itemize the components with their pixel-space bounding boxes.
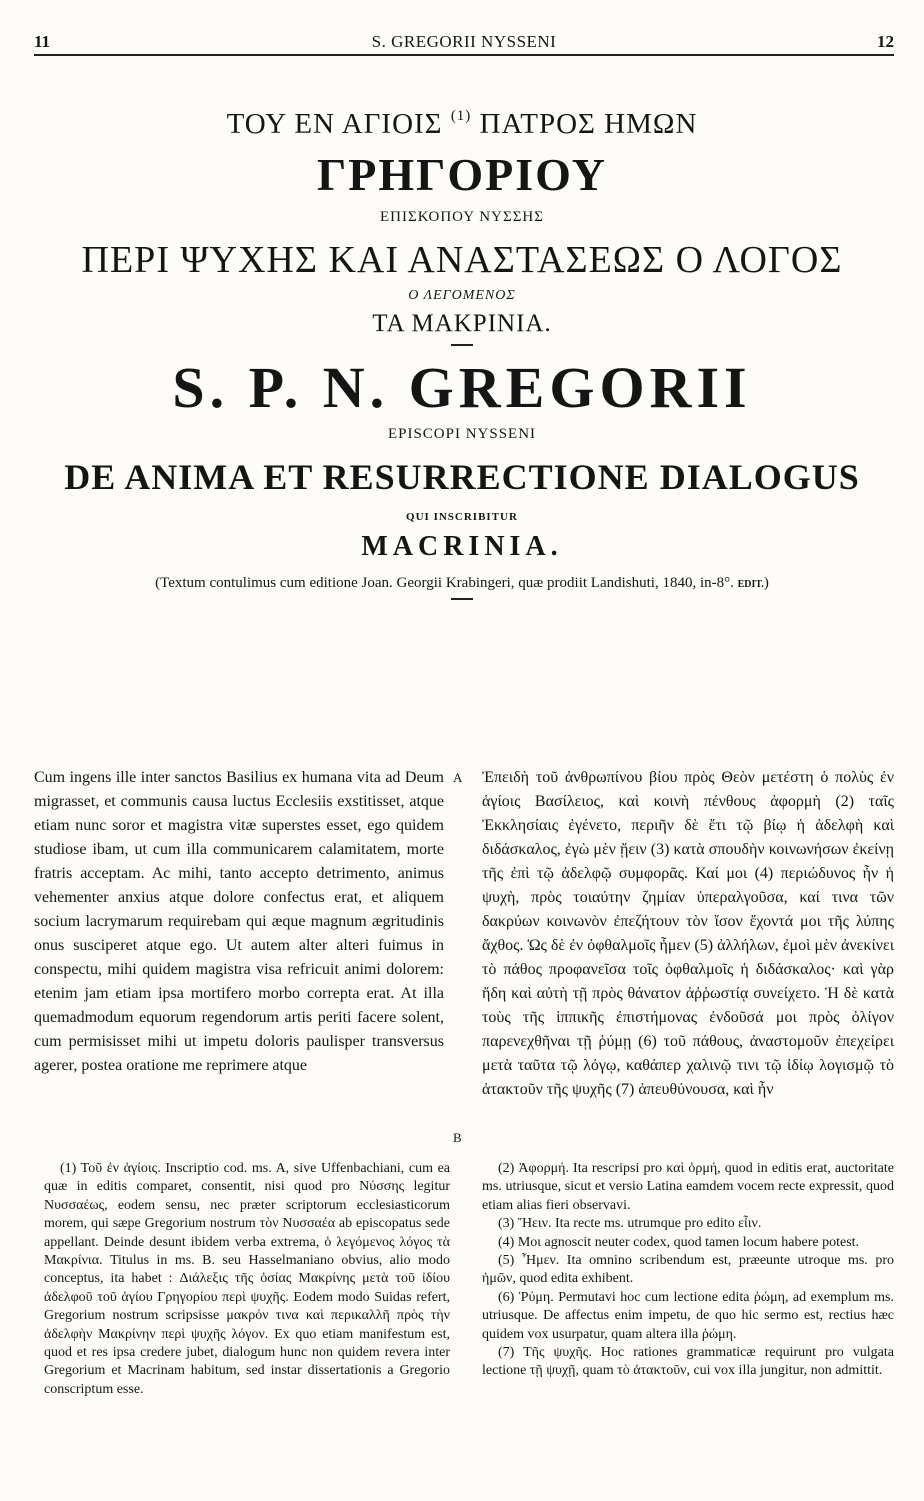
edition-note: [0, 575, 924, 592]
footnote: (5) Ἦμεν. Ita omnino scribendum est, præeunte utroque ms. pro ἡμῶν, quod edita exhibent.: [482, 1253, 894, 1287]
footnotes-left: [44, 1160, 450, 1399]
page-number-right: 12: [877, 32, 894, 51]
greek-legomenos: Ο ΛΕΓΟΜΕΝΟΣ: [408, 288, 516, 303]
edition-divider: [451, 598, 473, 600]
latin-column: Cum ingens ille inter sanctos Basilius ex humana vita ad Deum migrasset, et communis causa luctus Ecclesiis exstitisset, atque etiam nunc soror et magistra vitæ superstes esset, ego quidem studiose ibam, ut cum illa communicarem calamitatem, morte fratris acceptam. Ac mihi, tanto accepto detrimento, animus vehementer anxius atque dolore confectus erat, et aliquem socium lacrymarum requirebam qui æque magnum ægritudinis onus susciperet atque ego. Ut autem alter alteri fuimus in conspectu, mihi quidem magistra visa refricuit animi dolorem: etenim jam etiam ipsa mortifero morbo correpta erat. At illa quemadmodum equorum regendorum artis periti facere solent, cum permisisset mihi ut impetu doloris paulisper transversus agerer, postea oratione me reprimere atque: [34, 769, 444, 1074]
running-head: [34, 28, 894, 56]
footnote: (3) Ἤειν. Ita recte ms. utrumque pro edito εἶιν.: [498, 1216, 762, 1232]
greek-heading-part1: ΤΟΥ ΕΝ ΑΓΙΟΙΣ: [226, 108, 443, 140]
greek-heading-line: [0, 108, 924, 141]
latin-bishop-line: EPISCOPI NYSSENI: [387, 426, 537, 442]
latin-work-title: DE ANIMA ET RESURRECTIONE DIALOGUS: [64, 457, 860, 497]
footnote-ref-1: (1): [450, 108, 472, 124]
greek-column: Ἐπειδὴ τοῦ ἀνθρωπίνου βίου πρὸς Θεὸν μετέστη ὁ πολὺς ἐν ἁγίοις Βασίλειος, καὶ κοινὴ πένθους ἀφορμὴ (2) ταῖς Ἐκκλησίαις ἐγένετο, περιῆν δὲ ἔτι τῷ βίῳ ἡ ἀδελφὴ καὶ διδάσκαλος, ἐγὼ μὲν ᾔειν (3) κατὰ σπουδὴν κοινωνήσων ἐκείνῃ τῆς ἐπὶ τῷ ἀδελφῷ συμφορᾶς. Καί μοι (4) περιώδυνος ἦν ἡ ψυχὴ, πρὸς τοιαύτην ζημίαν ὑπεραλγοῦσα, καί τινα τῶν δακρύων κοινωνὸν ἐπεζήτουν τὸν ἴσον ἔχοντά μοι τῆς λύπης ἄχθος. Ὡς δὲ ἐν ὀφθαλμοῖς ἦμεν (5) ἀλλήλων, ἐμοὶ μὲν ἀνεκίνει τὸ πάθος προφανεῖσα τοῖς ὀφθαλμοῖς ἡ διδάσκαλος· καὶ γὰρ ἤδη καὶ αὐτὴ τῇ πρὸς θάνατον ἀῤῥωστίᾳ συνείχετο. Ἡ δὲ κατὰ τοὺς τῆς ἱππικῆς ἐπιστήμονας ἐνδοῦσά μοι πρὸς ὀλίγον παρενεχθῆναι τῇ ῥύμῃ (6) τοῦ πάθους, ἀναστομοῦν ἐπεχείρει μετὰ ταῦτα τῷ λόγῳ, καθάπερ χαλινῷ τινι τῷ ἰδίῳ λογισμῷ τὸ ἀτακτοῦν τῆς ψυχῆς (7) ἀπευθύνουσα, καὶ ἦν: [482, 769, 894, 1098]
footnotes-right: [482, 1160, 894, 1381]
greek-author-name: ΓΡΗΓΟΡΙΟΥ: [316, 149, 607, 200]
latin-author-name: S. P. N. GREGORII: [172, 355, 752, 420]
footnote: (6) Ῥύμη. Permutavi hoc cum lectione edita ῥώμη, ad exemplum ms. utriusque. De affectus enim impetu, de quo hic sermo est, rectius hæc quidem vox usurpatur, quam altera illa ῥώμη.: [482, 1289, 894, 1342]
title-block: [0, 108, 924, 610]
page-number-left: 11: [34, 32, 51, 51]
edition-note-text: (Textum contulimus cum editione Joan. Georgii Krabingeri, quæ prodiit Landishuti, 1840, in-8°.: [155, 575, 734, 591]
edition-close: ): [763, 575, 769, 591]
title-divider: [451, 344, 473, 346]
margin-marker-b: B: [453, 1130, 462, 1145]
greek-work-title: ΠΕΡΙ ΨΥΧΗΣ ΚΑΙ ΑΝΑΣΤΑΣΕΩΣ Ο ΛΟΓΟΣ: [81, 239, 843, 281]
footnote: (7) Τῆς ψυχῆς. Hoc rationes grammaticæ requirunt pro vulgata lectione τῇ ψυχῇ, quam τὸ ἀτακτοῦν, cui vox illa jungitur, non admittit.: [482, 1345, 894, 1379]
footnote: (2) Ἀφορμή. Ita rescripsi pro καὶ ὁρμή, quod in editis erat, auctoritate ms. utriusque, sicut et versio Latina eamdem vocem recte expressit, quod etiam alias fieri observavi.: [482, 1161, 894, 1213]
greek-bishop-line: ΕΠΙΣΚΟΠΟΥ ΝΥΣΣΗΣ: [380, 209, 544, 225]
footnote: (1) Τοῦ ἐν ἁγίοις. Inscriptio cod. ms. A, sive Uffenbachiani, cum ea quæ in editis comparet, consentit, nisi quod pro Νύσσης legitur Νυσσαέως, eodem sensu, nec præter scriptorum ecclesiasticorum morem, qui sæpe Gregorium nostrum τὸν Νυσσαέα ab episcopatus sede appellant. Deinde desunt ibidem verba extrema, ὁ λεγόμενος λόγος τὰ Μακρίνια. Titulus in ms. B. seu Hasselmaniano obvius, alio modo conceptus, ita habet : Διάλεξις τῆς ὁσίας Μακρίνης μετὰ τοῦ ἰδίου ἀδελφοῦ τοῦ ἁγίου Γρηγορίου περὶ ψυχῆς. Eodem modo Suidas refert, Gregorium nostrum scripsisse μακρόν τινα καὶ περικαλλῆ πρὸς τὴν ἀδελφὴν Μακρίνην περὶ ψυχῆς λόγον. Ex quo etiam manifestum est, quod et res ipsa credere jubet, dialogum hunc non quidem revera inter Gregorium et Macrinam habitum, sed instar dissertationis a Gregorio conscriptum esse.: [44, 1161, 450, 1397]
greek-makrinia: ΤΑ ΜΑΚΡΙΝΙΑ.: [372, 310, 552, 337]
edition-abbr: EDIT.: [737, 579, 764, 590]
greek-heading-part2: ΠΑΤΡΟΣ ΗΜΩΝ: [479, 108, 698, 140]
running-title: S. GREGORII NYSSENI: [371, 32, 557, 51]
latin-qui-inscribitur: QUI INSCRIBITUR: [406, 511, 518, 523]
latin-macrinia: MACRINIA.: [361, 531, 563, 562]
margin-marker-a: A: [453, 770, 463, 785]
footnote: (4) Μοι agnoscit neuter codex, quod tamen locum habere potest.: [498, 1234, 860, 1250]
